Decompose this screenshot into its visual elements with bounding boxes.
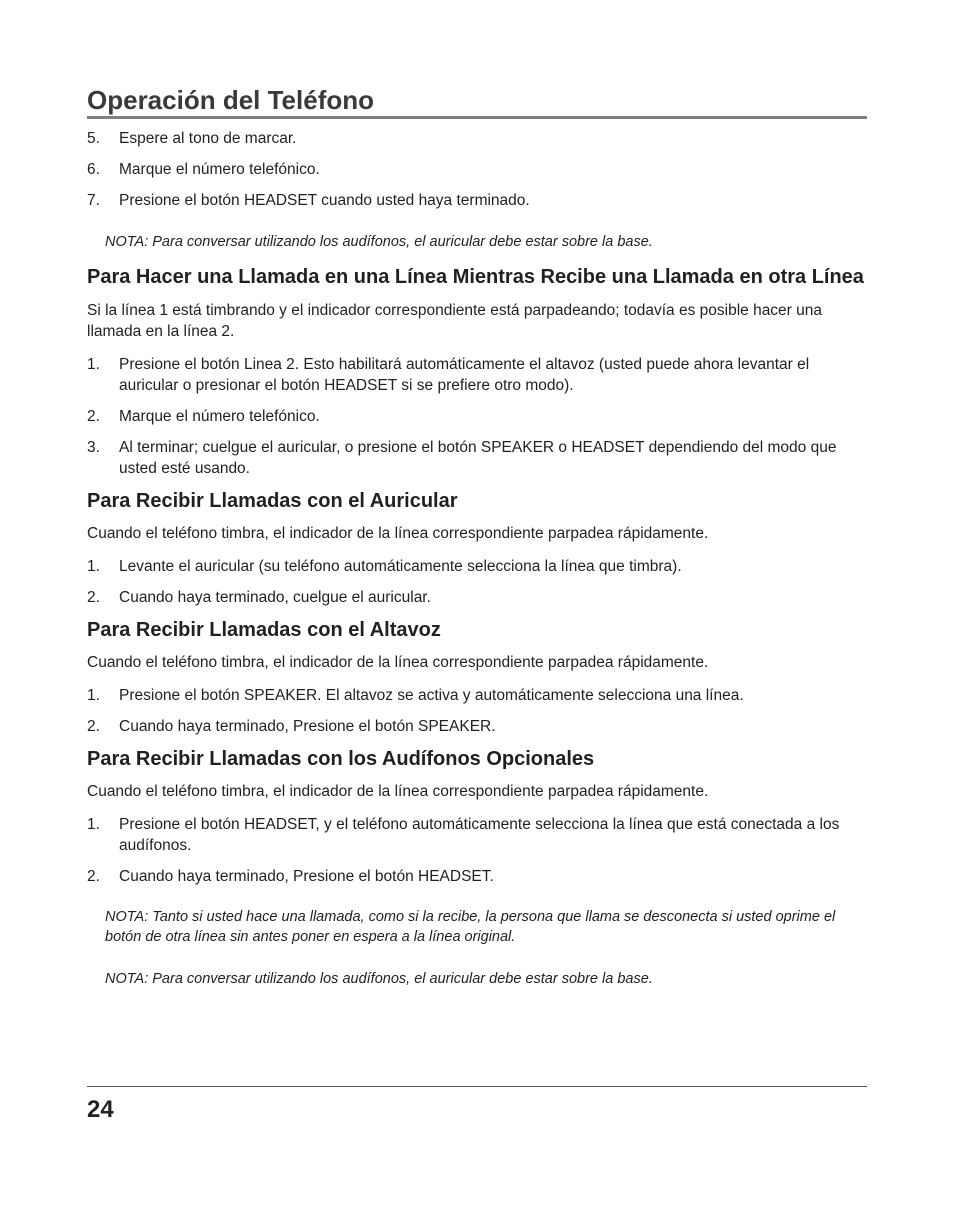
list-item [87, 354, 867, 396]
list-item [87, 128, 867, 149]
footer-divider [87, 1086, 867, 1087]
list-item [87, 437, 867, 479]
list-text: Marque el número telefónico. [119, 408, 320, 425]
note: NOTA: Para conversar utilizando los audífonos, el auricular debe estar sobre la base. [105, 234, 653, 250]
section-heading: Para Recibir Llamadas con el Auricular [87, 490, 458, 512]
list-text: Presione el botón HEADSET cuando usted haya terminado. [119, 192, 530, 209]
list-text: Cuando haya terminado, Presione el botón HEADSET. [119, 868, 494, 885]
list-number: 1. [87, 356, 100, 373]
list-item [87, 685, 867, 706]
list-item [87, 556, 867, 577]
section-heading: Para Recibir Llamadas con el Altavoz [87, 619, 441, 641]
list-item [87, 866, 867, 887]
list-number: 1. [87, 816, 100, 833]
list-number: 3. [87, 439, 100, 456]
list-item [87, 190, 867, 211]
list-number: 2. [87, 589, 100, 606]
note: NOTA: Para conversar utilizando los audífonos, el auricular debe estar sobre la base. [105, 971, 653, 987]
list-text: Cuando haya terminado, Presione el botón SPEAKER. [119, 718, 496, 735]
list-text: Marque el número telefónico. [119, 161, 320, 178]
page-number: 24 [87, 1096, 114, 1123]
page-title: Operación del Teléfono [87, 85, 375, 115]
section-paragraph: Cuando el teléfono timbra, el indicador de la línea correspondiente parpadea rápidamente. [87, 783, 709, 800]
list-number: 7. [87, 192, 100, 209]
list-number: 1. [87, 687, 100, 704]
list-number: 2. [87, 408, 100, 425]
list-text: Levante el auricular (su teléfono automáticamente selecciona la línea que timbra). [119, 558, 682, 575]
list-item [87, 587, 867, 608]
list-text: Espere al tono de marcar. [119, 130, 297, 147]
list-text: Al terminar; cuelgue el auricular, o presione el botón SPEAKER o HEADSET dependiendo del modo que usted esté usando. [119, 439, 837, 477]
list-item [87, 814, 867, 856]
list-item [87, 159, 867, 180]
section-paragraph: Si la línea 1 está timbrando y el indicador correspondiente está parpadeando; todavía es posible hacer una llamada en la línea 2. [87, 302, 823, 340]
list-text: Presione el botón SPEAKER. El altavoz se activa y automáticamente selecciona una línea. [119, 687, 744, 704]
list-item [87, 406, 867, 427]
title-divider [87, 116, 867, 119]
section-heading: Para Hacer una Llamada en una Línea Mientras Recibe una Llamada en otra Línea [87, 266, 864, 288]
list-number: 5. [87, 130, 100, 147]
list-number: 2. [87, 868, 100, 885]
list-number: 1. [87, 558, 100, 575]
section-paragraph: Cuando el teléfono timbra, el indicador de la línea correspondiente parpadea rápidamente. [87, 525, 709, 542]
note: NOTA: Tanto si usted hace una llamada, como si la recibe, la persona que llama se desconecta si usted oprime el botón de otra línea sin antes poner en espera a la línea original. [105, 909, 836, 945]
list-text: Presione el botón HEADSET, y el teléfono automáticamente selecciona la línea que está conectada a los audífonos. [119, 816, 840, 854]
list-text: Cuando haya terminado, cuelgue el auricular. [119, 589, 431, 606]
page-content [87, 128, 867, 989]
section-heading: Para Recibir Llamadas con los Audífonos Opcionales [87, 748, 595, 770]
list-number: 2. [87, 718, 100, 735]
section-paragraph: Cuando el teléfono timbra, el indicador de la línea correspondiente parpadea rápidamente. [87, 654, 709, 671]
list-number: 6. [87, 161, 100, 178]
list-item [87, 716, 867, 737]
list-text: Presione el botón Linea 2. Esto habilitará automáticamente el altavoz (usted puede ahora levantar el auricular o presionar el botón HEADSET si se prefiere otro modo). [119, 356, 810, 394]
